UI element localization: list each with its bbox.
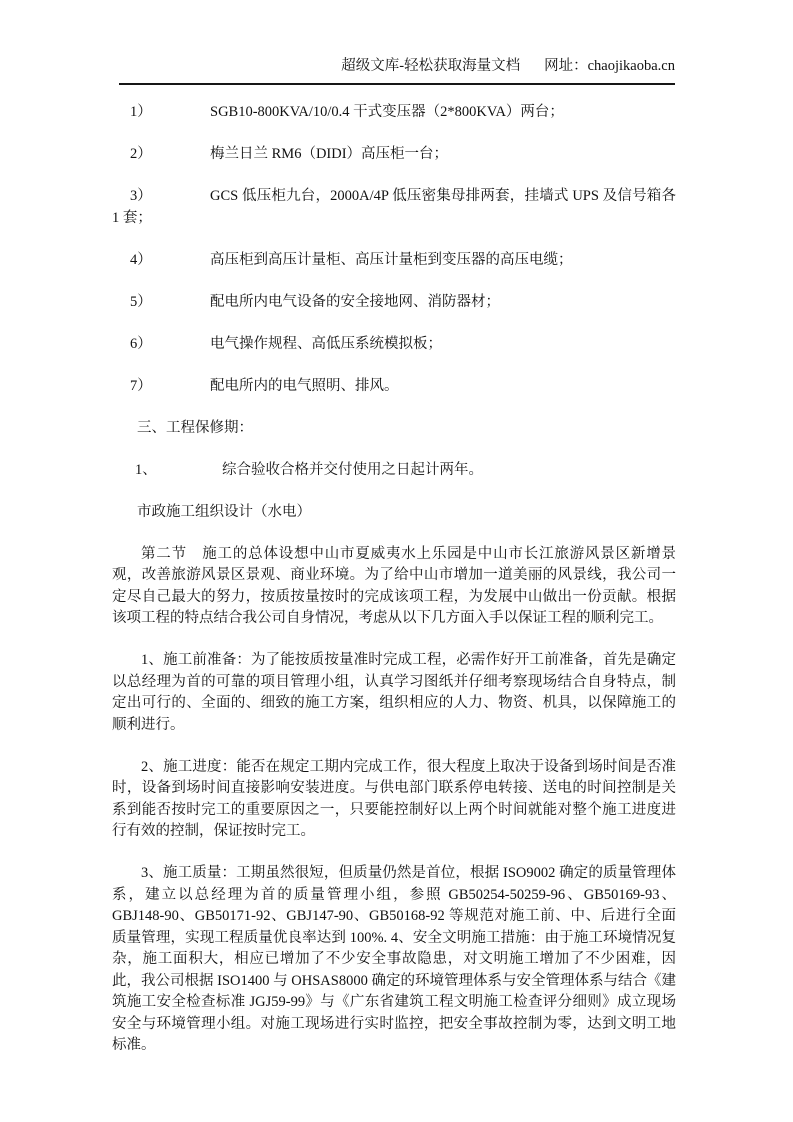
equipment-item (112, 186, 676, 229)
item-text: 综合验收合格并交付使用之日起计两年。 (222, 461, 483, 478)
body-paragraph: 1、施工前准备：为了能按质按量准时完成工程，必需作好开工前准备，首先是确定以总经理为首的可靠的项目管理小组，认真学习图纸并仔细考察现场结合自身特点，制定出可行的、全面的、细致的施工方案，组织相应的人力、物资、机具，以保障施工的顺利进行。 (112, 652, 676, 733)
item-text: 配电所内电气设备的安全接地网、消防器材； (210, 293, 500, 310)
body-paragraph: 第二节 施工的总体设想中山市夏威夷水上乐园是中山市长江旅游风景区新增景观，改善旅游风景区景观、商业环境。为了给中山市增加一道美丽的风景线，我公司一定尽自己最大的努力，按质按量按时的完成该项工程，为发展中山做出一份贡献。根据该项工程的特点结合我公司自身情况，考虑从以下几方面入手以保证工程的顺利完工。 (112, 545, 676, 626)
item-text: SGB10-800KVA/10/0.4 干式变压器（2*800KVA）两台； (210, 104, 564, 120)
header-url: chaojikaoba.cn (587, 58, 675, 74)
equipment-item (112, 292, 676, 314)
page-header (119, 0, 675, 85)
warranty-item (112, 460, 676, 482)
item-number: 5） (130, 293, 152, 310)
warranty-heading: 三、工程保修期： (137, 419, 253, 436)
body-paragraph: 2、施工进度：能否在规定工期内完成工作，很大程度上取决于设备到场时间是否准时，设备到场时间直接影响安装进度。与供电部门联系停电转接、送电的时间控制是关系到能否按时完工的重要原因之一，只要能控制好以上两个时间就能对整个施工进度进行有效的控制，保证按时完工。 (112, 758, 676, 839)
body-paragraph: 3、施工质量：工期虽然很短，但质量仍然是首位，根据 ISO9002 确定的质量管理体系，建立以总经理为首的质量管理小组，参照 GB50254-50259-96、GB50169-93、GBJ148-90、GB50171-92、GBJ147-90、GB50168-92 等规范对施工前、中、后进行全面质量管理，实现工程质量优良率达到 100%. 4、安全文明施工措施：由于施工环境情况复杂，施工面积大，相应已增加了不少安全事故隐患，对文明施工增加了不少困难，因此，我公司根据 ISO1400 与 OHSAS8000 确定的环境管理体系与安全管理体系与结合《建筑施工安全检查标准 JGJ59-99》与《广东省建筑工程文明施工检查评分细则》成立现场安全与环境管理小组。对施工现场进行实时监控，把安全事故控制为零，达到文明工地标准。 (112, 865, 676, 1053)
item-number: 7） (130, 377, 152, 394)
document-body (112, 102, 676, 1077)
item-number: 1） (130, 104, 152, 120)
item-text: 配电所内的电气照明、排风。 (210, 377, 399, 394)
header-url-label: 网址： (544, 58, 588, 74)
item-text: 高压柜到高压计量柜、高压计量柜到变压器的高压电缆； (210, 251, 573, 268)
equipment-item (112, 102, 676, 124)
item-text: 梅兰日兰 RM6（DIDI）高压柜一台； (210, 146, 449, 162)
item-number: 2） (130, 146, 152, 162)
section-title: 市政施工组织设计（水电） (137, 503, 311, 520)
header-brand: 超级文库-轻松获取海量文档 (341, 58, 521, 74)
item-number: 6） (130, 335, 152, 352)
equipment-item (112, 376, 676, 398)
item-number: 3） (130, 188, 152, 204)
item-number: 1、 (135, 461, 157, 478)
equipment-item (112, 250, 676, 272)
item-text: 电气操作规程、高低压系统模拟板； (210, 335, 442, 352)
equipment-item (112, 334, 676, 356)
item-text: GCS 低压柜九台，2000A/4P 低压密集母排两套，挂墙式 UPS 及信号箱各 1 套； (112, 188, 676, 226)
equipment-item (112, 144, 676, 166)
item-number: 4） (130, 251, 152, 268)
